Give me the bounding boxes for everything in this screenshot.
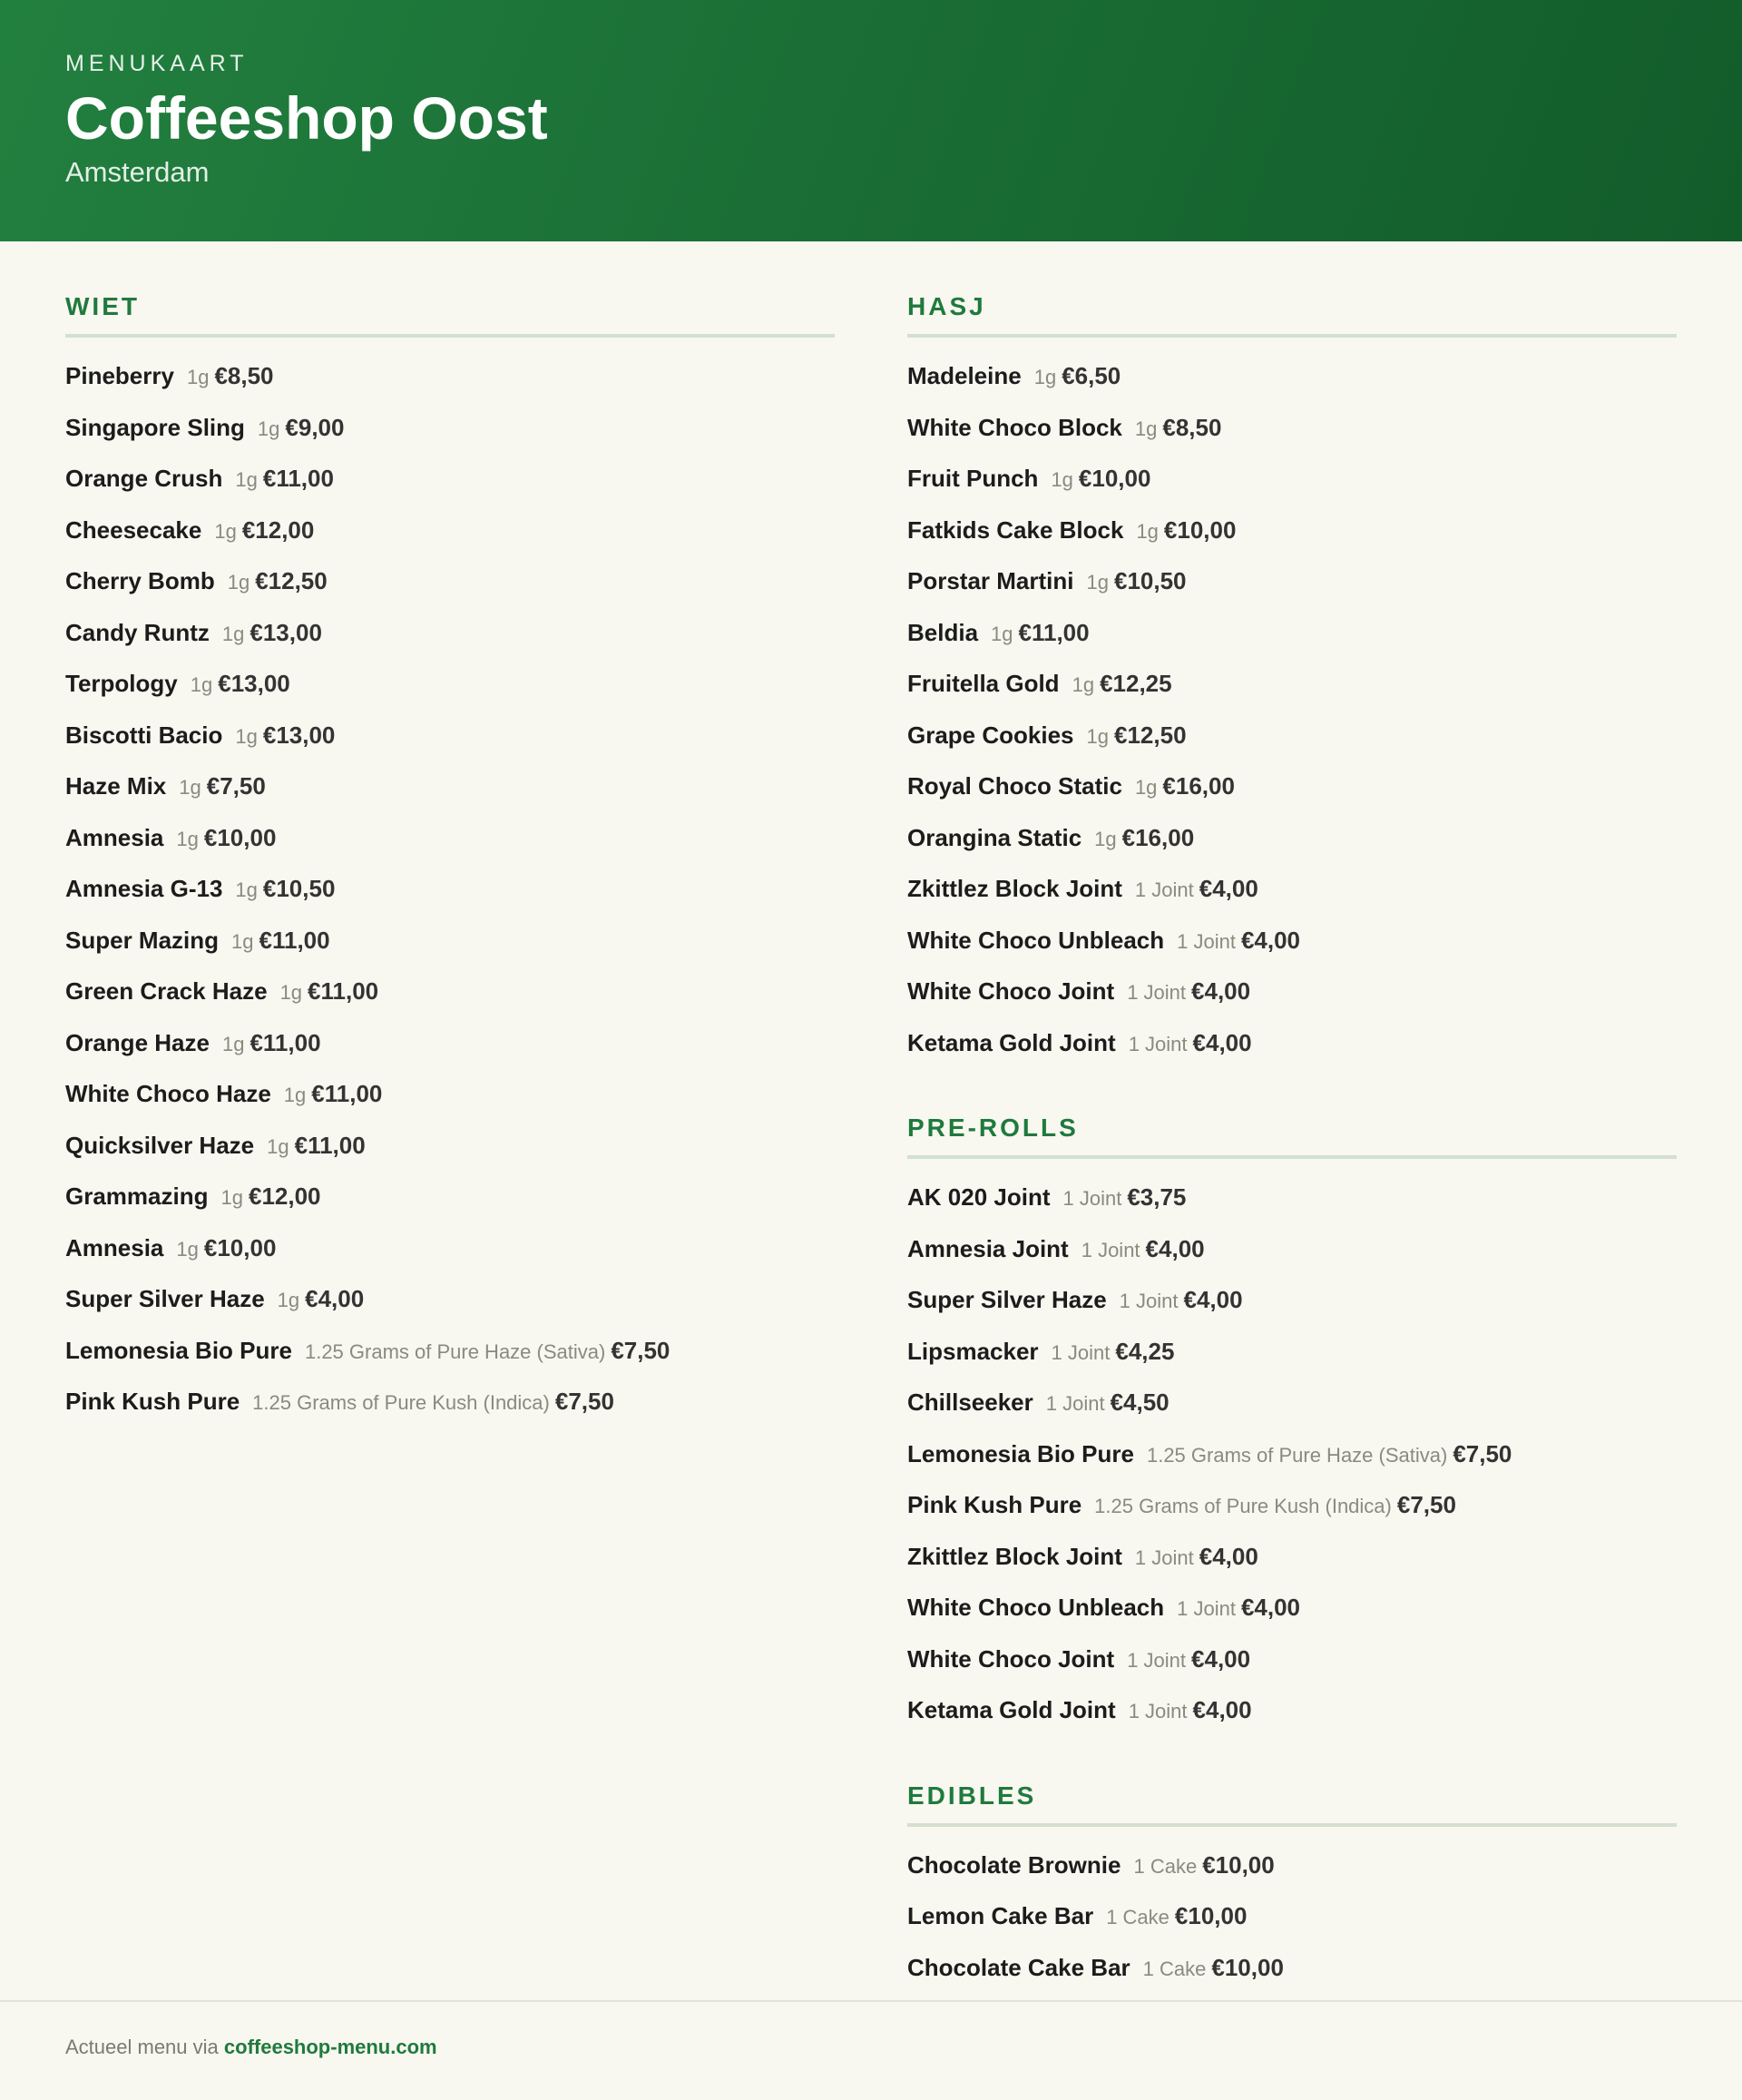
item-list (907, 1840, 1677, 1994)
item-name: Amnesia (65, 823, 164, 851)
item-name: Lemonesia Bio Pure (907, 1439, 1134, 1467)
shop-city: Amsterdam (65, 156, 210, 188)
item-name: Orange Crush (65, 465, 223, 492)
item-name: Amnesia Joint (907, 1234, 1069, 1262)
item-price: €4,00 (305, 1285, 365, 1312)
menu-item (907, 350, 1677, 402)
item-name: White Choco Block (907, 413, 1122, 441)
item-name: Royal Choco Static (907, 772, 1122, 800)
menu-item (65, 1068, 835, 1120)
menu-item (907, 555, 1677, 607)
item-price: €7,50 (206, 772, 266, 800)
item-quantity: 1 Joint (1134, 1546, 1194, 1569)
item-price: €12,50 (255, 567, 328, 594)
item-price: €10,00 (203, 1233, 277, 1261)
item-price: €12,00 (248, 1182, 321, 1210)
menu-item (907, 1684, 1677, 1736)
menu-item (907, 812, 1677, 864)
item-quantity: 1.25 Grams of Pure Kush (Indica) (1094, 1495, 1392, 1517)
menu-header (0, 0, 1742, 241)
menu-item (907, 863, 1677, 915)
item-quantity: 1g (1033, 366, 1057, 388)
menu-item (907, 761, 1677, 812)
item-price: €4,00 (1240, 1594, 1301, 1621)
menu-item (65, 1171, 835, 1222)
menu-item (907, 1223, 1677, 1275)
menu-item (65, 505, 835, 556)
item-quantity: 1g (176, 827, 199, 850)
section-edibles (907, 1778, 1677, 1994)
item-name: Pink Kush Pure (65, 1388, 240, 1415)
item-name: Lemon Cake Bar (907, 1902, 1094, 1929)
item-quantity: 1g (214, 519, 237, 543)
item-quantity: 1g (257, 417, 280, 440)
item-quantity: 1 Joint (1128, 1032, 1188, 1055)
item-price: €11,00 (259, 926, 330, 954)
menu-item (65, 761, 835, 812)
menu-column-left (65, 241, 835, 2035)
menu-item (65, 966, 835, 1017)
item-price: €10,00 (1078, 465, 1151, 492)
item-quantity: 1 Joint (1134, 878, 1194, 901)
item-quantity: 1g (1086, 724, 1109, 748)
shop-title: Coffeeshop Oost (65, 84, 548, 152)
item-price: €10,00 (1163, 515, 1237, 544)
item-quantity: 1g (1051, 468, 1073, 491)
menu-footer (0, 2000, 1742, 2100)
menu-item (65, 1120, 835, 1172)
item-price: €4,00 (1192, 1696, 1252, 1723)
item-name: Orangina Static (907, 823, 1082, 851)
item-name: Pineberry (65, 362, 174, 389)
item-price: €6,50 (1062, 362, 1121, 389)
item-name: Candy Runtz (65, 618, 210, 646)
item-name: Super Mazing (65, 926, 220, 954)
item-price: €13,00 (250, 618, 322, 646)
item-quantity: 1g (227, 571, 250, 594)
item-price: €4,00 (1191, 977, 1251, 1005)
item-name: Chocolate Brownie (907, 1850, 1121, 1879)
item-price: €12,50 (1114, 721, 1187, 749)
item-quantity: 1g (176, 1237, 199, 1261)
item-name: Ketama Gold Joint (907, 1696, 1116, 1723)
item-name: Amnesia (65, 1233, 164, 1261)
item-price: €11,00 (294, 1131, 366, 1159)
item-name: Fruit Punch (907, 465, 1039, 492)
item-price: €13,00 (262, 721, 336, 749)
item-quantity: 1.25 Grams of Pure Kush (Indica) (252, 1391, 550, 1414)
menu-item (907, 1172, 1677, 1223)
item-price: €7,50 (554, 1388, 614, 1415)
item-quantity: 1 Joint (1127, 1648, 1187, 1672)
item-price: €16,00 (1121, 823, 1195, 851)
item-price: €3,75 (1127, 1183, 1187, 1211)
item-price: €4,00 (1199, 875, 1258, 902)
section-title: WIET (65, 289, 835, 338)
menu-item (65, 915, 835, 967)
item-quantity: 1g (235, 468, 258, 491)
section-title: PRE-ROLLS (907, 1110, 1677, 1159)
menu-item (907, 1274, 1677, 1326)
section-title: EDIBLES (907, 1778, 1677, 1827)
menu-item (65, 710, 835, 761)
item-price: €11,00 (1018, 618, 1090, 646)
menu-column-right (907, 241, 1677, 2035)
item-name: Green Crack Haze (65, 977, 268, 1005)
item-list (65, 350, 835, 1428)
menu-item (65, 402, 835, 454)
item-quantity: 1g (179, 776, 201, 799)
menu-item (907, 1942, 1677, 1994)
item-price: €4,25 (1115, 1337, 1175, 1365)
item-name: Zkittlez Block Joint (907, 1542, 1122, 1570)
item-price: €4,00 (1183, 1286, 1243, 1313)
item-quantity: 1.25 Grams of Pure Haze (Sativa) (304, 1339, 606, 1363)
item-price: €13,00 (218, 670, 290, 697)
footer-prefix: Actueel menu via (65, 2036, 219, 2058)
item-name: Zkittlez Block Joint (907, 875, 1122, 902)
item-quantity: 1g (277, 1289, 300, 1311)
item-name: Grape Cookies (907, 721, 1074, 749)
menu-item (65, 1325, 835, 1377)
menu-item (65, 555, 835, 607)
item-quantity: 1 Cake (1142, 1957, 1207, 1980)
item-quantity: 1g (1086, 571, 1109, 594)
menu-item (907, 607, 1677, 659)
item-quantity: 1g (220, 1186, 243, 1209)
item-name: AK 020 Joint (907, 1183, 1051, 1211)
item-quantity: 1g (267, 1134, 289, 1158)
item-quantity: 1g (283, 1084, 307, 1106)
item-quantity: 1g (221, 1032, 245, 1055)
item-price: €10,00 (1174, 1902, 1248, 1929)
item-price: €4,00 (1240, 926, 1301, 954)
item-price: €11,00 (262, 465, 334, 492)
item-name: Cherry Bomb (65, 567, 215, 594)
item-quantity: 1g (1134, 776, 1158, 799)
footer-link[interactable]: coffeeshop-menu.com (223, 2036, 437, 2058)
item-name: Fatkids Cake Block (907, 515, 1124, 544)
item-price: €8,50 (214, 362, 274, 389)
item-name: Quicksilver Haze (65, 1131, 255, 1159)
item-quantity: 1 Joint (1127, 981, 1187, 1004)
item-list (907, 350, 1677, 1068)
item-price: €10,50 (262, 875, 336, 902)
item-name: Singapore Sling (65, 413, 245, 441)
menu-item (907, 1017, 1677, 1069)
item-name: White Choco Unbleach (907, 926, 1165, 954)
menu-item (65, 350, 835, 402)
menu-item (907, 453, 1677, 505)
section-prerolls (907, 1110, 1677, 1736)
menu-item (907, 1890, 1677, 1942)
item-quantity: 1 Joint (1081, 1238, 1140, 1261)
menu-item (65, 863, 835, 915)
menu-item (65, 1017, 835, 1069)
item-name: Orange Haze (65, 1028, 210, 1056)
item-name: Fruitella Gold (907, 670, 1060, 697)
item-price: €11,00 (308, 977, 379, 1005)
item-quantity: 1 Joint (1045, 1392, 1105, 1415)
item-quantity: 1g (221, 622, 245, 645)
item-price: €10,00 (1211, 1953, 1284, 1981)
item-name: Madeleine (907, 362, 1022, 389)
item-quantity: 1 Joint (1119, 1290, 1179, 1312)
menu-item (907, 402, 1677, 454)
item-name: White Choco Joint (907, 1644, 1115, 1673)
item-price: €11,00 (250, 1028, 321, 1056)
item-quantity: 1g (1094, 827, 1117, 850)
item-price: €12,25 (1100, 670, 1172, 697)
menu-item (65, 1222, 835, 1274)
item-price: €4,00 (1145, 1234, 1205, 1262)
item-quantity: 1g (235, 724, 258, 748)
item-quantity: 1g (186, 366, 210, 388)
item-price: €10,00 (203, 823, 277, 851)
menu-item (907, 710, 1677, 761)
item-name: Beldia (907, 618, 979, 646)
menu-item (907, 1428, 1677, 1480)
item-name: Cheesecake (65, 515, 202, 544)
item-name: Biscotti Bacio (65, 721, 223, 749)
item-list (907, 1172, 1677, 1736)
item-name: Chillseeker (907, 1389, 1033, 1416)
item-quantity: 1g (991, 622, 1013, 645)
item-name: Amnesia G-13 (65, 875, 223, 902)
item-name: Grammazing (65, 1182, 209, 1210)
item-quantity: 1 Joint (1177, 1597, 1236, 1620)
menu-item (65, 1376, 835, 1428)
item-name: Ketama Gold Joint (907, 1028, 1116, 1056)
menu-item (907, 1634, 1677, 1685)
item-quantity: 1 Joint (1177, 929, 1236, 953)
item-name: Haze Mix (65, 772, 167, 800)
item-name: Lemonesia Bio Pure (65, 1336, 292, 1364)
item-price: €7,50 (611, 1336, 670, 1364)
menu-eyebrow: MENUKAART (65, 51, 249, 76)
menu-item (65, 453, 835, 505)
menu-item (907, 1582, 1677, 1634)
item-name: Porstar Martini (907, 567, 1074, 594)
item-price: €7,50 (1396, 1491, 1456, 1518)
item-quantity: 1 Joint (1051, 1340, 1111, 1364)
menu-item (65, 607, 835, 659)
item-price: €4,00 (1192, 1028, 1252, 1056)
item-price: €4,00 (1191, 1644, 1251, 1673)
item-quantity: 1g (279, 981, 303, 1004)
menu-item (907, 915, 1677, 967)
item-price: €11,00 (311, 1080, 383, 1107)
item-quantity: 1g (190, 673, 213, 696)
section-hasj (907, 289, 1677, 1068)
item-quantity: 1.25 Grams of Pure Haze (Sativa) (1146, 1443, 1448, 1467)
section-wiet (65, 289, 835, 1428)
item-price: €10,00 (1202, 1850, 1275, 1879)
menu-item (65, 1273, 835, 1325)
item-name: White Choco Unbleach (907, 1594, 1165, 1621)
menu-item (907, 966, 1677, 1017)
menu-item (65, 658, 835, 710)
item-name: Terpology (65, 670, 178, 697)
item-price: €4,50 (1110, 1389, 1169, 1416)
item-name: Pink Kush Pure (907, 1491, 1082, 1518)
item-name: Super Silver Haze (907, 1286, 1107, 1313)
item-price: €8,50 (1162, 413, 1222, 441)
menu-item (907, 505, 1677, 556)
item-quantity: 1 Cake (1133, 1854, 1198, 1878)
menu-item (907, 1531, 1677, 1583)
item-price: €16,00 (1162, 772, 1235, 800)
item-price: €7,50 (1453, 1439, 1512, 1467)
item-price: €12,00 (241, 515, 315, 544)
item-quantity: 1g (1134, 417, 1158, 440)
item-price: €10,50 (1113, 567, 1187, 594)
item-name: White Choco Joint (907, 977, 1115, 1005)
item-name: White Choco Haze (65, 1080, 271, 1107)
item-name: Chocolate Cake Bar (907, 1953, 1130, 1981)
menu-item (907, 1840, 1677, 1891)
item-price: €9,00 (285, 413, 345, 441)
item-name: Super Silver Haze (65, 1285, 265, 1312)
item-quantity: 1 Joint (1128, 1700, 1188, 1722)
item-quantity: 1g (235, 878, 258, 901)
section-title: HASJ (907, 289, 1677, 338)
item-quantity: 1g (1072, 673, 1095, 696)
item-quantity: 1 Cake (1106, 1906, 1169, 1928)
menu-content (65, 241, 1677, 2035)
item-name: Lipsmacker (907, 1337, 1039, 1365)
item-quantity: 1 Joint (1062, 1187, 1122, 1210)
item-quantity: 1g (231, 929, 254, 953)
item-quantity: 1g (1136, 519, 1159, 543)
menu-item (907, 1479, 1677, 1531)
menu-item (65, 812, 835, 864)
menu-item (907, 1326, 1677, 1378)
menu-item (907, 1377, 1677, 1428)
menu-item (907, 658, 1677, 710)
item-price: €4,00 (1199, 1542, 1258, 1570)
